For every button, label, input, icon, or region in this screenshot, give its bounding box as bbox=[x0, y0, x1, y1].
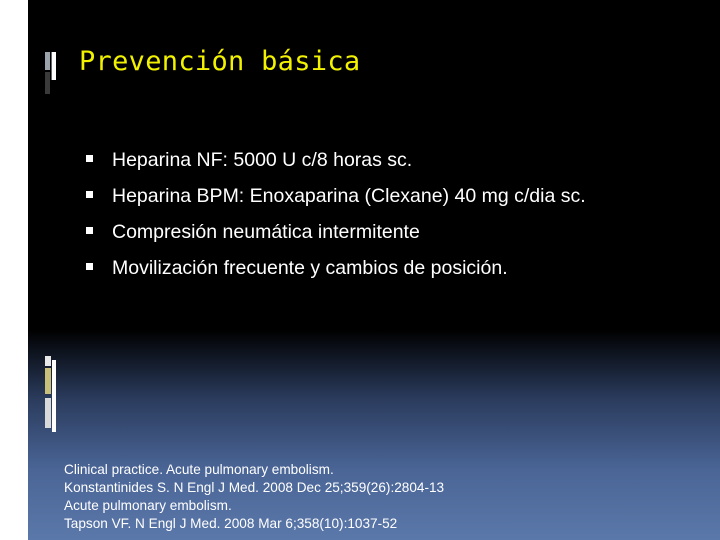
decorative-bar bbox=[45, 368, 51, 394]
slide-title: Prevención básica bbox=[79, 46, 361, 77]
square-bullet-icon bbox=[86, 191, 93, 198]
decorative-bar bbox=[45, 398, 51, 428]
bullet-item bbox=[86, 218, 586, 254]
reference-line: Clinical practice. Acute pulmonary embolism. bbox=[64, 462, 334, 477]
square-bullet-icon bbox=[86, 155, 93, 162]
bullet-item bbox=[86, 254, 586, 290]
bullet-text: Movilización frecuente y cambios de posición. bbox=[112, 257, 508, 279]
bullet-item bbox=[86, 182, 586, 218]
decorative-bar bbox=[45, 52, 50, 70]
bullet-text: Compresión neumática intermitente bbox=[112, 221, 420, 243]
reference-line: Acute pulmonary embolism. bbox=[64, 498, 232, 513]
square-bullet-icon bbox=[86, 263, 93, 270]
bullet-item bbox=[86, 146, 586, 182]
decorative-bar bbox=[45, 356, 51, 366]
bullet-list bbox=[86, 146, 586, 290]
decorative-bar bbox=[45, 72, 50, 94]
bullet-text: Heparina BPM: Enoxaparina (Clexane) 40 mg c/dia sc. bbox=[112, 185, 586, 207]
reference-line: Tapson VF. N Engl J Med. 2008 Mar 6;358(10):1037-52 bbox=[64, 516, 398, 531]
square-bullet-icon bbox=[86, 227, 93, 234]
references-block bbox=[64, 461, 444, 533]
decorative-bar bbox=[51, 52, 56, 80]
left-margin-band bbox=[0, 0, 28, 540]
bullet-text: Heparina NF: 5000 U c/8 horas sc. bbox=[112, 149, 413, 171]
decorative-bar bbox=[52, 360, 56, 432]
reference-line: Konstantinides S. N Engl J Med. 2008 Dec 25;359(26):2804-13 bbox=[64, 480, 445, 495]
